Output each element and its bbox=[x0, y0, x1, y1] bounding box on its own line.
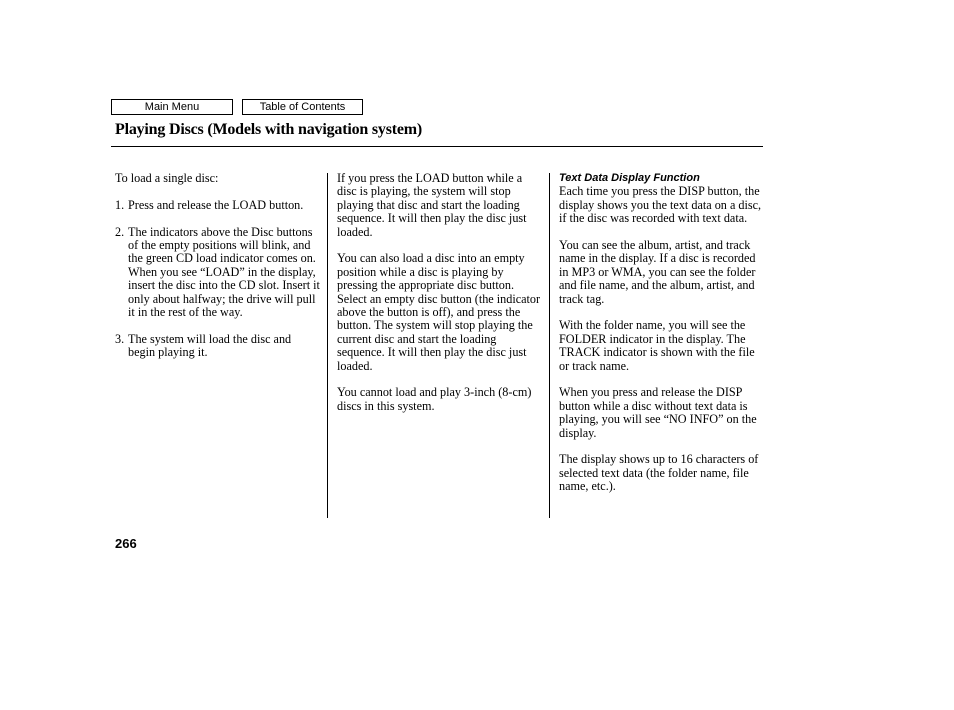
step-item bbox=[115, 199, 320, 212]
paragraph: You can see the album, artist, and track name in the display. If a disc is recorded in MP3 or WMA, you can see the folder and file name, and the album, artist, and track tag. bbox=[559, 238, 756, 306]
column-1 bbox=[115, 172, 320, 373]
main-menu-button[interactable]: Main Menu bbox=[111, 99, 233, 115]
step-number: 3. bbox=[115, 331, 125, 346]
table-of-contents-button[interactable]: Table of Contents bbox=[242, 99, 363, 115]
column-3 bbox=[559, 172, 767, 507]
column-2 bbox=[337, 172, 543, 427]
step-item bbox=[115, 333, 320, 360]
intro-text: To load a single disc: bbox=[115, 171, 219, 185]
step-text: The system will load the disc and begin playing it. bbox=[128, 331, 292, 360]
paragraph: The display shows up to 16 characters of selected text data (the folder name, file name, etc.). bbox=[559, 452, 759, 494]
step-item bbox=[115, 226, 320, 320]
paragraph: Each time you press the DISP button, the display shows you the text data on a disc, if the disc was recorded with text data. bbox=[559, 184, 762, 226]
section-subheading: Text Data Display Function bbox=[559, 172, 700, 184]
paragraph: You can also load a disc into an empty position while a disc is playing by pressing the appropriate disc button. Select an empty disc button (the indicator above the button is off), and press the button. The system will stop playing the current disc and start the loading sequence. It will then play the disc just loaded. bbox=[337, 251, 541, 373]
step-text: Press and release the LOAD button. bbox=[128, 197, 304, 212]
column-divider-1 bbox=[327, 173, 328, 518]
step-number: 2. bbox=[115, 224, 125, 239]
paragraph: You cannot load and play 3-inch (8-cm) discs in this system. bbox=[337, 385, 532, 413]
paragraph: With the folder name, you will see the FOLDER indicator in the display. The TRACK indicator is shown with the file or track name. bbox=[559, 318, 755, 373]
paragraph: If you press the LOAD button while a disc is playing, the system will stop playing that disc and start the loading sequence. It will then play the disc just loaded. bbox=[337, 171, 527, 239]
step-text: The indicators above the Disc buttons of the empty positions will blink, and the green CD load indicator comes on. When you see “LOAD” in the display, insert the disc into the CD slot. Insert it only about halfway; the drive will pull it in the rest of the way. bbox=[128, 224, 320, 320]
paragraph: When you press and release the DISP button while a disc without text data is playing, you will see “NO INFO” on the display. bbox=[559, 385, 757, 440]
column-divider-2 bbox=[549, 173, 550, 518]
step-number: 1. bbox=[115, 197, 125, 212]
page-number: 266 bbox=[115, 536, 137, 551]
title-rule bbox=[111, 146, 763, 147]
page-title: Playing Discs (Models with navigation system) bbox=[115, 121, 423, 138]
